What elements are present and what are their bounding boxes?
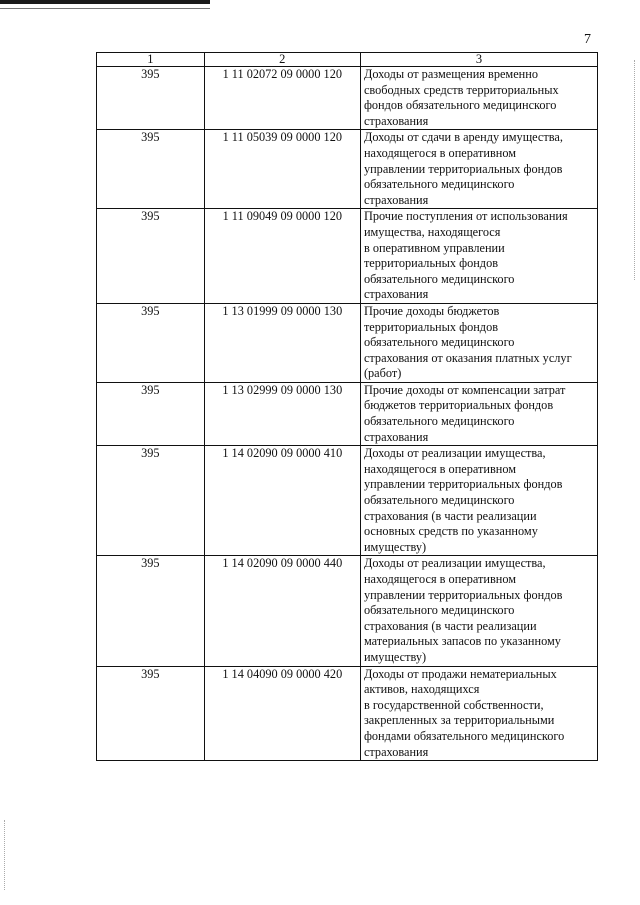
income-name-line: обязательного медицинского bbox=[363, 603, 515, 618]
cell-income-code: 1 13 01999 09 0000 130 bbox=[204, 303, 360, 382]
income-name-line: фондами обязательного медицинского bbox=[363, 728, 565, 743]
table-row bbox=[97, 209, 598, 304]
income-name-line: в государственной собственности, bbox=[363, 697, 544, 712]
income-name-line: территориальных фондов bbox=[363, 319, 499, 334]
income-name-line: активов, находящихся bbox=[363, 682, 480, 697]
income-name-line: страхования bbox=[363, 192, 429, 207]
cell-admin-code: 395 bbox=[97, 666, 205, 761]
income-name-line: имуществу) bbox=[363, 649, 427, 664]
income-name-line: страхования bbox=[363, 287, 429, 302]
cell-admin-code: 395 bbox=[97, 556, 205, 666]
header-col-2: 2 bbox=[204, 53, 360, 67]
cell-admin-code: 395 bbox=[97, 303, 205, 382]
cell-admin-code: 395 bbox=[97, 382, 205, 445]
cell-admin-code: 395 bbox=[97, 446, 205, 556]
income-name-line: обязательного медицинского bbox=[363, 271, 515, 286]
income-name-line: находящегося в оперативном bbox=[363, 145, 517, 160]
income-name-line: Прочие поступления от использования bbox=[363, 209, 568, 224]
page-number: 7 bbox=[584, 32, 591, 47]
scan-edge-bar bbox=[0, 0, 210, 4]
cell-income-code: 1 11 02072 09 0000 120 bbox=[204, 67, 360, 130]
income-name-line: обязательного медицинского bbox=[363, 335, 515, 350]
cell-income-code: 1 11 05039 09 0000 120 bbox=[204, 130, 360, 209]
income-name-line: закрепленных за территориальными bbox=[363, 713, 555, 728]
scan-edge-dots-right bbox=[634, 60, 636, 280]
table-body bbox=[97, 67, 598, 761]
scan-edge-line bbox=[0, 8, 210, 9]
income-name-line: находящегося в оперативном bbox=[363, 572, 517, 586]
table-row bbox=[97, 67, 598, 130]
income-name-line: обязательного медицинского bbox=[363, 493, 515, 508]
income-name-line: страхования (в части реализации bbox=[363, 618, 537, 633]
income-name-line: материальных запасов по указанному bbox=[363, 634, 561, 649]
scan-edge-dots-left bbox=[4, 820, 6, 890]
table-row bbox=[97, 303, 598, 382]
cell-admin-code: 395 bbox=[97, 67, 205, 130]
table-header-row bbox=[97, 53, 598, 67]
cell-income-name bbox=[360, 209, 597, 304]
income-name-line: свободных средств территориальных bbox=[363, 82, 559, 97]
table-row bbox=[97, 446, 598, 556]
income-name-line: управлении территориальных фондов bbox=[363, 477, 563, 492]
income-name-line: Прочие доходы от компенсации затрат bbox=[363, 382, 566, 397]
income-codes-table bbox=[96, 52, 598, 761]
cell-income-code: 1 11 09049 09 0000 120 bbox=[204, 209, 360, 304]
cell-income-name bbox=[360, 382, 597, 445]
income-name-line: Прочие доходы бюджетов bbox=[363, 303, 500, 318]
income-name-line: (работ) bbox=[363, 366, 402, 381]
income-name-line: Доходы от продажи нематериальных bbox=[363, 666, 557, 681]
income-name-line: в оперативном управлении bbox=[363, 240, 505, 255]
cell-income-name bbox=[360, 67, 597, 130]
income-name-line: бюджетов территориальных фондов bbox=[363, 398, 554, 413]
income-name-line: находящегося в оперативном bbox=[363, 461, 517, 476]
income-name-line: Доходы от сдачи в аренду имущества, bbox=[363, 130, 563, 145]
income-name-line: фондов обязательного медицинского bbox=[363, 98, 557, 113]
cell-income-name bbox=[360, 446, 597, 556]
income-name-line: имущества, находящегося bbox=[363, 224, 501, 239]
income-name-line: обязательного медицинского bbox=[363, 177, 515, 192]
cell-income-name bbox=[360, 303, 597, 382]
income-name-line: Доходы от реализации имущества, bbox=[363, 446, 546, 461]
income-name-line: страхования bbox=[363, 744, 429, 759]
cell-income-code: 1 14 02090 09 0000 410 bbox=[204, 446, 360, 556]
cell-admin-code: 395 bbox=[97, 130, 205, 209]
table-row bbox=[97, 382, 598, 445]
income-name-line: страхования bbox=[363, 429, 429, 444]
table-row bbox=[97, 666, 598, 761]
income-name-line: Доходы от размещения временно bbox=[363, 67, 538, 81]
income-name-line: страхования bbox=[363, 113, 429, 128]
cell-income-name bbox=[360, 666, 597, 761]
cell-income-code: 1 14 04090 09 0000 420 bbox=[204, 666, 360, 761]
cell-income-name bbox=[360, 556, 597, 666]
income-name-line: Доходы от реализации имущества, bbox=[363, 556, 546, 571]
cell-income-code: 1 13 02999 09 0000 130 bbox=[204, 382, 360, 445]
cell-admin-code: 395 bbox=[97, 209, 205, 304]
income-name-line: страхования от оказания платных услуг bbox=[363, 350, 572, 365]
cell-income-name bbox=[360, 130, 597, 209]
header-col-3: 3 bbox=[360, 53, 597, 67]
income-name-line: основных средств по указанному bbox=[363, 524, 538, 539]
income-name-line: имуществу) bbox=[363, 539, 427, 554]
income-name-line: управлении территориальных фондов bbox=[363, 161, 563, 176]
income-name-line: страхования (в части реализации bbox=[363, 508, 537, 523]
income-name-line: управлении территориальных фондов bbox=[363, 587, 563, 602]
header-col-1: 1 bbox=[97, 53, 205, 67]
table-row bbox=[97, 130, 598, 209]
table-row bbox=[97, 556, 598, 666]
income-name-line: обязательного медицинского bbox=[363, 414, 515, 429]
cell-income-code: 1 14 02090 09 0000 440 bbox=[204, 556, 360, 666]
income-name-line: территориальных фондов bbox=[363, 256, 499, 271]
